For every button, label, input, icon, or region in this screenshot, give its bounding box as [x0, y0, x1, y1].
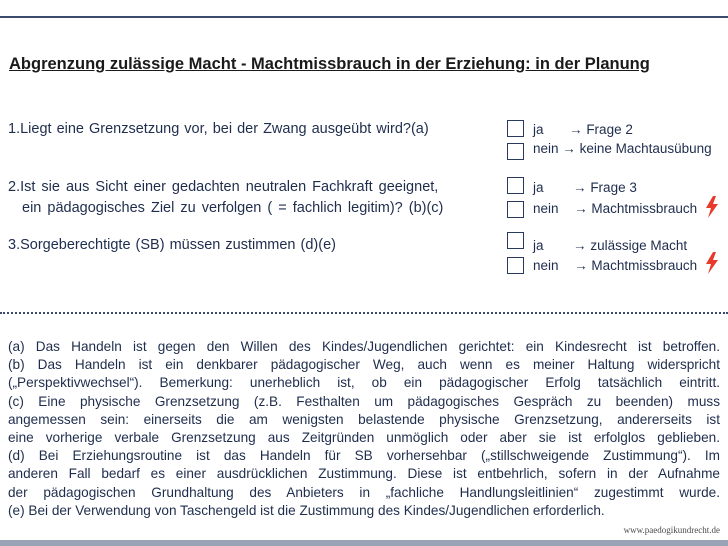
- q3-ja-label: ja: [533, 238, 544, 253]
- q1-nein-option: [533, 141, 712, 156]
- q2-ja-checkbox[interactable]: [507, 177, 524, 194]
- page-title: Abgrenzung zulässige Macht - Machtmissbrauch in der Erziehung: in der Planung: [9, 55, 650, 73]
- q3-ja-checkbox[interactable]: [507, 232, 524, 249]
- q1-ja-target: Frage 2: [586, 122, 633, 137]
- lightning-icon: [704, 252, 720, 274]
- q2-nein-checkbox[interactable]: [507, 201, 524, 218]
- question-3: 3.Sorgeberechtigte (SB) müssen zustimmen (d)(e): [8, 237, 336, 253]
- q1-nein-label: nein: [533, 141, 559, 156]
- footnotes: [8, 338, 720, 520]
- q3-nein-target: Machtmissbrauch: [591, 258, 698, 273]
- arrow-icon: →: [562, 141, 576, 156]
- arrow-icon: →: [573, 180, 587, 195]
- footnote-line: (d) Bei Erziehungsroutine ist das Handeln für SB vorhersehbar („stillschweigende Zustimmung“). Im: [8, 448, 720, 464]
- q1-ja-option: [533, 122, 633, 137]
- dotted-divider: [0, 312, 728, 314]
- footer-url[interactable]: www.paedogikundrecht.de: [623, 525, 720, 535]
- q2-ja-label: ja: [533, 180, 544, 195]
- bottom-strip: [0, 540, 728, 546]
- footnote-line: (e) Bei der Verwendung von Taschengeld ist die Zustimmung des Kindes/Jugendlichen erforderlich.: [8, 502, 605, 518]
- q2-ja-target: Frage 3: [590, 180, 637, 195]
- footnote-line: der pädagogischen Grundhaltung des Anbieters in „fachliche Handlungsleitlinien“ zugestimmt wurde.: [8, 484, 720, 500]
- arrow-icon: →: [574, 258, 588, 273]
- footnote-line: (a) Das Handeln ist gegen den Willen des Kindes/Jugendlichen gerichtet: ein Kindesrecht ist betroffen.: [8, 339, 720, 354]
- footnote-line: angemessen sein: einerseits die am wenigsten belastende physische Grenzsetzung, andererseits ist: [8, 411, 720, 427]
- q1-nein-checkbox[interactable]: [507, 143, 524, 160]
- q1-nein-target: keine Machtausübung: [579, 141, 712, 156]
- top-rule: [0, 0, 728, 18]
- q2-nein-label: nein: [533, 201, 559, 216]
- q3-nein-label: nein: [533, 258, 559, 273]
- question-2-line-2: ein pädagogisches Ziel zu verfolgen ( = fachlich legitim)? (b)(c): [22, 200, 444, 216]
- lightning-icon: [704, 196, 720, 218]
- q2-nein-target: Machtmissbrauch: [591, 201, 698, 216]
- arrow-icon: →: [569, 122, 583, 137]
- question-2-line-1: 2.Ist sie aus Sicht einer gedachten neutralen Fachkraft geeignet,: [8, 179, 439, 195]
- q3-ja-option: [533, 238, 687, 253]
- q3-nein-option: [533, 258, 697, 273]
- q2-ja-option: [533, 180, 637, 195]
- footnote-line: eine vorherige verbale Grenzsetzung aus Zeitgründen unmöglich oder aber sie ist erfolglos geblieben.: [8, 430, 720, 446]
- arrow-icon: →: [574, 201, 588, 216]
- q1-ja-label: ja: [533, 122, 544, 137]
- q1-ja-checkbox[interactable]: [507, 120, 524, 137]
- footnote-line: („Perspektivwechsel“). Bemerkung: unerheblich ist, ob ein pädagogischer Erfolg tatsächlich eintritt.: [8, 375, 720, 391]
- question-1: 1.Liegt eine Grenzsetzung vor, bei der Zwang ausgeübt wird?(a): [8, 121, 429, 137]
- footnote-line: anderen Fall bedarf es einer ausdrücklichen Zustimmung. Diese ist entbehrlich, sofern in der Aufnahme: [8, 466, 720, 482]
- q3-ja-target: zulässige Macht: [590, 238, 688, 253]
- footnote-line: (c) Eine physische Grenzsetzung (z.B. Festhalten um pädagogisches Gespräch zu beenden) muss: [8, 393, 720, 409]
- arrow-icon: →: [573, 238, 587, 253]
- q3-nein-checkbox[interactable]: [507, 257, 524, 274]
- q2-nein-option: [533, 201, 697, 216]
- footnote-line: (b) Das Handeln ist ein denkbarer pädagogischer Weg, auch wenn es meiner Haltung widerspricht: [8, 357, 720, 373]
